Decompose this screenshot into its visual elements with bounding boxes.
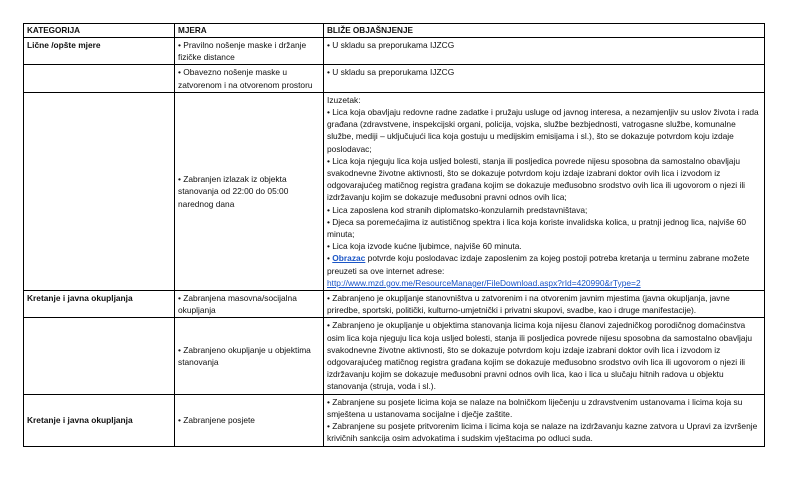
- table-header-row: [24, 24, 765, 38]
- measure-cell: • Pravilno nošenje maske i držanje fizičke distance: [175, 38, 324, 65]
- form-link[interactable]: Obrazac: [332, 253, 366, 264]
- explanation-cell: [324, 92, 765, 290]
- category-cell-empty: [24, 65, 175, 92]
- explanation-cell: • U skladu sa preporukama IJZCG: [324, 38, 765, 65]
- explanation-cell: • Zabranjeno je okupljanje u objektima stanovanja licima koja nijesu članovi zajedničkog porodičnog domaćinstva osim lica koja njeguju lica koja usljed bolesti, stanja ili posljedica povrede nijesu sposobna da samostalno obavljaju svakodnevne životne aktivnosti, što se dokazuje potvrdom koju izdaje izabrani doktor ovih lica i izvodom iz odgovarajućeg matičnog registra građana kojim se dokazuje međusobno srodstvo ovih lica ili ugovorom o njezi ili izdržavanju kojim se dokazuje međusobni pravni odnos ovih lica, kao i lica u slučaju hitnih radova u objektu stanovanja (struja, voda i sl.).: [324, 318, 765, 394]
- table-row: [24, 291, 765, 318]
- visit-ban-item: • Zabranjene su posjete pritvorenim licima i licima koja se nalaze na izdržavanju kazne zatvora u Upravi za izvršenje krivičnih sankcija osim advokatima i sudskim vještacima po odluci suda.: [327, 421, 758, 444]
- exception-heading: Izuzetak:: [327, 94, 361, 105]
- category-cell-empty: [24, 92, 175, 290]
- form-download-url[interactable]: http://www.mzd.gov.me/ResourceManager/FileDownload.aspx?rId=420990&rType=2: [327, 277, 641, 288]
- exception-item: • Lica zaposlena kod stranih diplomatsko-konzularnih predstavništava;: [327, 204, 588, 215]
- explanation-cell: • U skladu sa preporukama IJZCG: [324, 65, 765, 92]
- measure-cell: • Zabranjena masovna/socijalna okupljanja: [175, 291, 324, 318]
- measure-cell: • Zabranjen izlazak iz objekta stanovanja od 22:00 do 05:00 narednog dana: [175, 92, 324, 290]
- measure-cell: • Obavezno nošenje maske u zatvorenom i na otvorenom prostoru: [175, 65, 324, 92]
- category-cell-empty: [24, 318, 175, 394]
- exception-item: • Lica koja izvode kućne ljubimce, najviše 60 minuta.: [327, 241, 522, 252]
- category-cell: Lične /opšte mjere: [24, 38, 175, 65]
- table-row: [24, 318, 765, 394]
- header-explanation: BLIŽE OBJAŠNJENJE: [324, 24, 765, 38]
- measure-cell: • Zabranjene posjete: [175, 394, 324, 446]
- visit-ban-item: • Zabranjene su posjete licima koja se nalaze na bolničkom liječenju u zdravstvenim ustanovama i licima koja su smještena u ustanovama socijalne i dječje zaštite.: [327, 396, 743, 419]
- header-measure: MJERA: [175, 24, 324, 38]
- explanation-cell: • Zabranjeno je okupljanje stanovništva u zatvorenim i na otvorenim javnim mjestima (javna okupljanja, javne priredbe, sportski, politički, kulturno-umjetnički i privatni skupovi, svadbe, kao i druge manifestacije).: [324, 291, 765, 318]
- exception-item: • Lica koja obavljaju redovne radne zadatke i pružaju usluge od javnog interesa, a nezamjenljiv su uslov života i rada građana (zdravstvene, inspekcijski organi, policija, vojska, službe bezbjednosti, vatrogasne službe, komunalne službe, mediji – uključujući lica koja gostuju u medijskim emisijama i sl.), što se dokazuje potvrdom koju izdaje poslodavac;: [327, 107, 759, 154]
- header-category: KATEGORIJA: [24, 24, 175, 38]
- exception-item: • Lica koja njeguju lica koja usljed bolesti, stanja ili posljedica povrede nijesu sposobna da samostalno obavljaju svakodnevne životne aktivnosti, što se dokazuje potvrdom koju izdaje izabrani doktor ovih lica i izvodom iz odgovarajućeg matičnog registra građana kojim se dokazuje međusobno srodstvo ovih lica ili ugovorom o njezi ili izdržavanju kojim se dokazuje međusobni pravni odnos ovih lica;: [327, 155, 746, 203]
- table-row: [24, 65, 765, 92]
- measure-cell: • Zabranjeno okupljanje u objektima stanovanja: [175, 318, 324, 394]
- category-cell: Kretanje i javna okupljanja: [24, 394, 175, 446]
- table-row: [24, 38, 765, 65]
- explanation-cell: [324, 394, 765, 446]
- exception-item: • Djeca sa poremećajima iz autističnog spektra i lica koja koriste invalidska kolica, u pratnji jednog lica, najviše 60 minuta;: [327, 216, 747, 240]
- measures-table: [23, 23, 765, 447]
- form-download-item: • Obrazac potvrde koju poslodavac izdaje zaposlenim za kojeg postoji potreba kretanja u terminu zabrane možete preuzeti sa ove internet adrese:: [327, 253, 750, 276]
- category-cell: Kretanje i javna okupljanja: [24, 291, 175, 318]
- table-row: [24, 92, 765, 290]
- table-row: [24, 394, 765, 446]
